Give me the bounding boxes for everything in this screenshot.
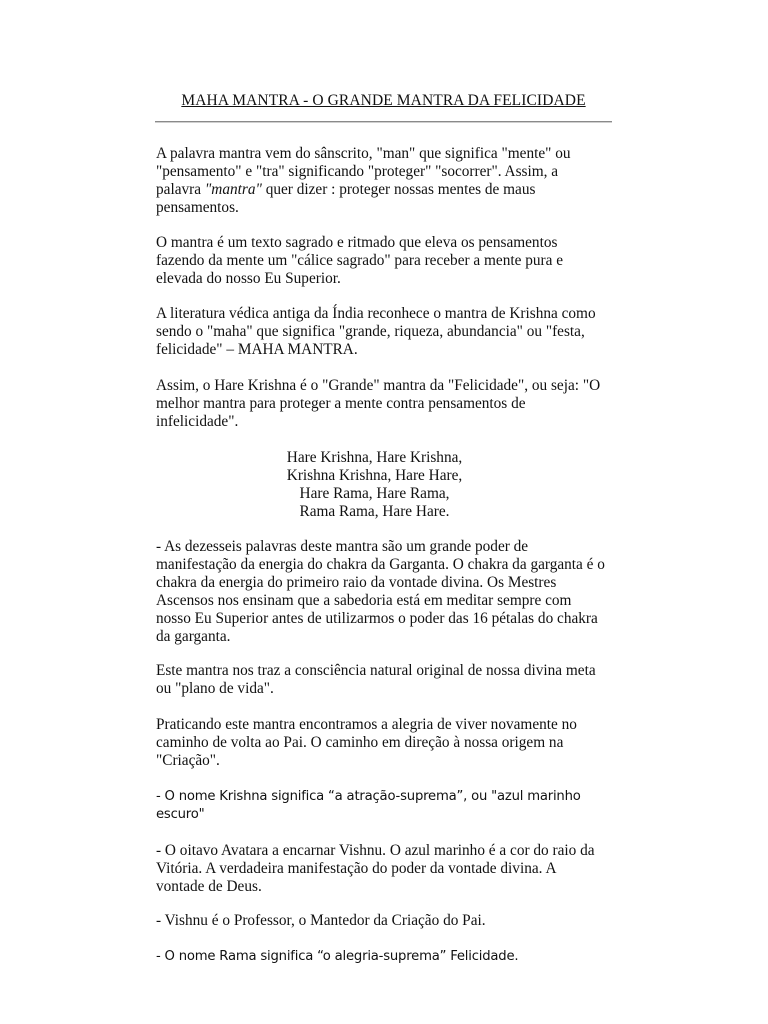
text-line: - O oitavo Avatara a encarnar Vishnu. O azul marinho é a cor do raio da xyxy=(156,842,595,859)
text-line: - O nome Krishna significa “a atração-suprema”, ou "azul marinho xyxy=(156,789,581,804)
text-line: manifestação da energia do chakra da Garganta. O chakra da garganta é o xyxy=(156,556,605,573)
paragraph-sacred-text xyxy=(156,234,616,288)
text-line: Ascensos nos ensinam que a sabedoria está em meditar sempre com xyxy=(156,592,572,609)
document-title: MAHA MANTRA - O GRANDE MANTRA DA FELICIDADE xyxy=(181,92,586,109)
paragraph-practicing xyxy=(156,716,616,770)
text-line: - O nome Rama significa “o alegria-suprema” Felicidade. xyxy=(156,949,519,964)
paragraph-consciousness xyxy=(156,662,616,698)
text-line: A literatura védica antiga da Índia reconhece o mantra de Krishna como xyxy=(156,305,596,322)
text-line: infelicidade". xyxy=(156,413,239,430)
text-line xyxy=(156,181,616,199)
text-line: elevada do nosso Eu Superior. xyxy=(156,270,341,287)
verse-line: Hare Rama, Hare Rama, xyxy=(299,485,450,502)
text-line: Praticando este mantra encontramos a alegria de viver novamente no xyxy=(156,716,577,733)
text-line: O mantra é um texto sagrado e ritmado que eleva os pensamentos xyxy=(156,234,558,251)
text-line: - Vishnu é o Professor, o Mantedor da Criação do Pai. xyxy=(156,912,486,929)
italic-term: "mantra" xyxy=(204,181,262,198)
paragraph-vishnu xyxy=(156,912,616,930)
text-line: caminho de volta ao Pai. O caminho em direção à nossa origem na xyxy=(156,734,564,751)
verse-line: Rama Rama, Hare Hare. xyxy=(299,503,450,520)
text-line: "Criação". xyxy=(156,752,220,769)
title-divider xyxy=(155,121,612,123)
text-line: vontade de Deus. xyxy=(156,878,262,895)
text-line: Este mantra nos traz a consciência natural original de nossa divina meta xyxy=(156,662,596,679)
text-line: melhor mantra para proteger a mente contra pensamentos de xyxy=(156,395,526,412)
text-line: chakra da energia do primeiro raio da vontade divina. Os Mestres xyxy=(156,574,557,591)
verse-line: Krishna Krishna, Hare Hare, xyxy=(286,467,463,484)
text-line: Vitória. A verdadeira manifestação do poder da vontade divina. A xyxy=(156,860,557,877)
verse-line: Hare Krishna, Hare Krishna, xyxy=(286,449,463,466)
paragraph-vedic-literature xyxy=(156,305,616,359)
paragraph-sixteen-words xyxy=(156,538,616,646)
text-line: A palavra mantra vem do sânscrito, "man" que significa "mente" ou xyxy=(156,145,571,162)
paragraph-eighth-avatar xyxy=(156,842,616,896)
text-line: fazendo da mente um "cálice sagrado" para receber a mente pura e xyxy=(156,252,564,269)
text-line: - As dezesseis palavras deste mantra são um grande poder de xyxy=(156,538,529,555)
paragraph-mantra-definition xyxy=(156,145,616,217)
text-line: Assim, o Hare Krishna é o "Grande" mantra da "Felicidade", ou seja: "O xyxy=(156,377,601,394)
text-line: da garganta. xyxy=(156,628,231,645)
text-line: ou "plano de vida". xyxy=(156,680,274,697)
mantra-verse xyxy=(156,449,593,521)
text-line: sendo o "maha" que significa "grande, riqueza, abundancia" ou "festa, xyxy=(156,323,585,340)
paragraph-hare-krishna xyxy=(156,377,616,431)
text-line: pensamentos. xyxy=(156,199,239,216)
text-line: felicidade" – MAHA MANTRA. xyxy=(156,341,358,358)
paragraph-krishna-meaning xyxy=(156,788,616,824)
text-line: nosso Eu Superior antes de utilizarmos o poder das 16 pétalas do chakra xyxy=(156,610,598,627)
text-line: escuro" xyxy=(156,807,205,822)
text-line: "pensamento" e "tra" significando "proteger" "socorrer". Assim, a xyxy=(156,163,559,180)
text-run: palavra xyxy=(156,181,205,198)
paragraph-rama-meaning xyxy=(156,948,616,966)
text-run: quer dizer : proteger nossas mentes de maus xyxy=(261,181,536,198)
